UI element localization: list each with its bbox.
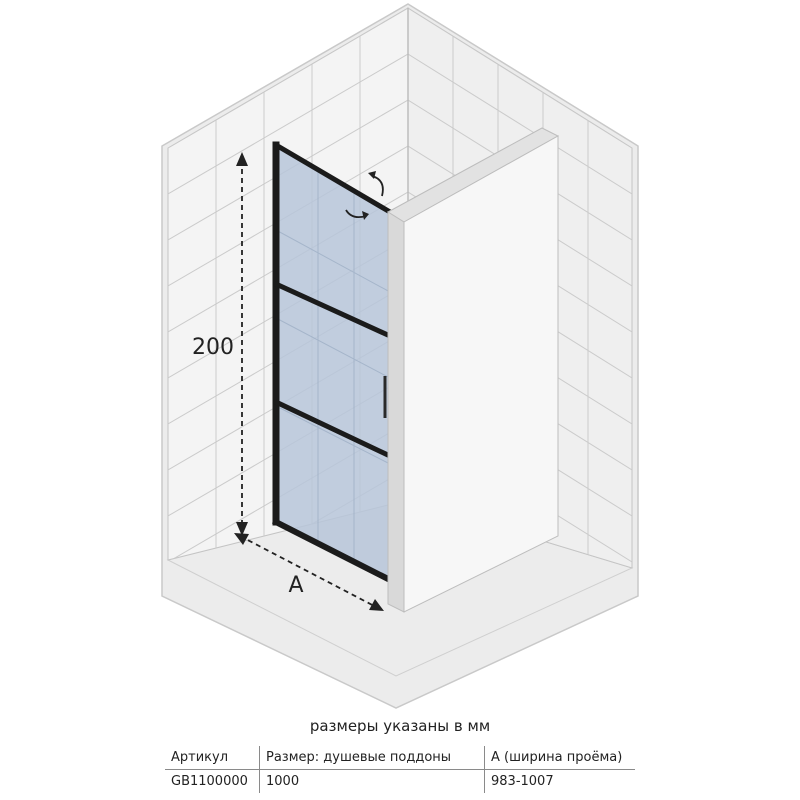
header-article: Артикул — [165, 746, 260, 770]
table-header-row — [165, 746, 635, 770]
cell-opening-width: 983-1007 — [485, 770, 636, 794]
header-opening-width: А (ширина проёма) — [485, 746, 636, 770]
partition-edge — [388, 212, 404, 612]
glass-door-pane — [276, 145, 390, 580]
header-tray-size: Размер: душевые поддоны — [260, 746, 485, 770]
height-label: 200 — [192, 335, 234, 360]
spec-table — [165, 746, 635, 793]
units-caption: размеры указаны в мм — [309, 717, 491, 735]
width-label: A — [288, 573, 304, 598]
cell-article: GB1100000 — [165, 770, 260, 794]
cell-tray-size: 1000 — [260, 770, 485, 794]
table-row — [165, 770, 635, 794]
